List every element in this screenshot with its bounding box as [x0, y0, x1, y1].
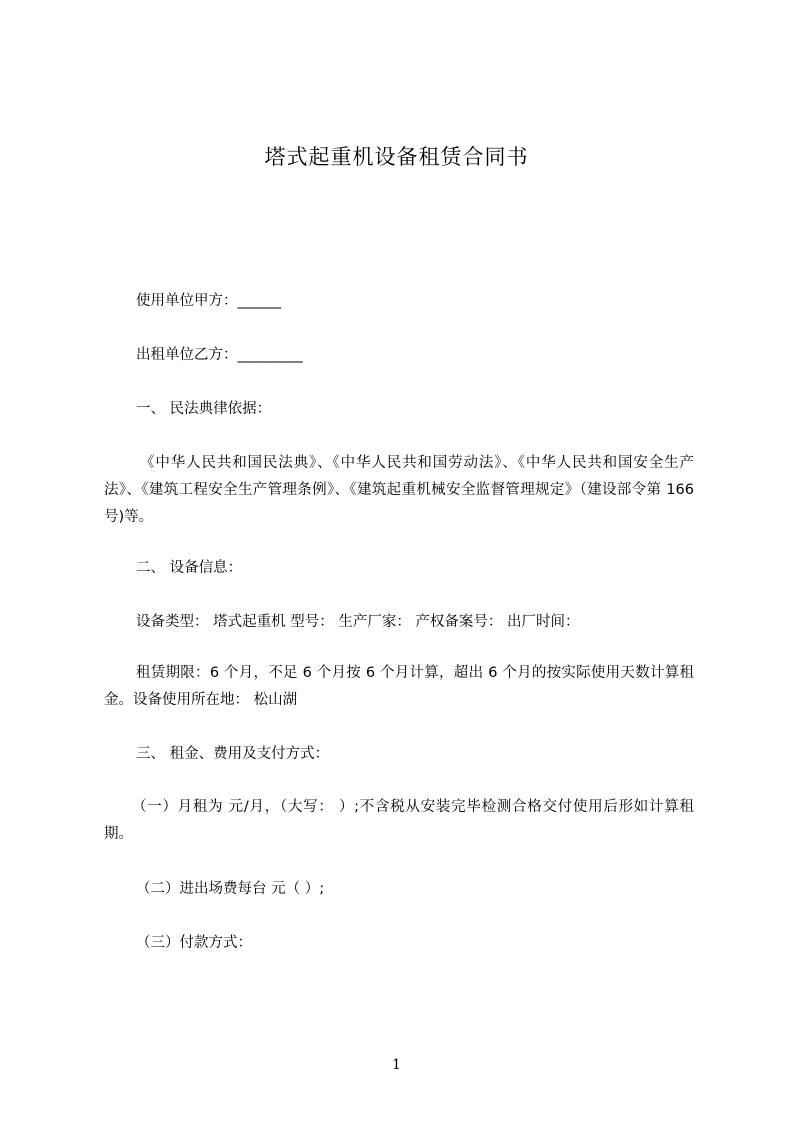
- section-1-heading: 一、 民法典律依据：: [136, 401, 272, 417]
- page-number: 1: [392, 1057, 401, 1073]
- party-a-line: 使用单位甲方：______: [136, 293, 281, 309]
- rent-item-3: （三）付款方式：: [136, 935, 252, 951]
- section-2-heading: 二、 设备信息：: [136, 560, 243, 576]
- rent-item-2: （二）进出场费每台 元（ ）;: [136, 881, 325, 897]
- equipment-info-line: 设备类型： 塔式起重机 型号： 生产厂家： 产权备案号： 出厂时间：: [136, 614, 580, 630]
- rent-item-1: （一）月租为 元/月，（大写： ）;不含税从安装完毕检测合格交付使用后形如计算租期。: [104, 799, 694, 842]
- section-3-heading: 三、 租金、费用及支付方式：: [136, 746, 330, 762]
- lease-term-paragraph: 租赁期限：6 个月，不足 6 个月按 6 个月计算，超出 6 个月的按实际使用天数计算租金。设备使用所在地： 松山湖: [104, 665, 694, 708]
- document-title: 塔式起重机设备租赁合同书: [264, 145, 529, 169]
- legal-basis-paragraph: 《中华人民共和国民法典》、《中华人民共和国劳动法》、《中华人民共和国安全生产法》、《建筑工程安全生产管理条例》、《建筑起重机械安全监督管理规定》（建设部令第 166 号)等。: [104, 455, 694, 525]
- party-b-line: 出租单位乙方：_________: [136, 347, 303, 363]
